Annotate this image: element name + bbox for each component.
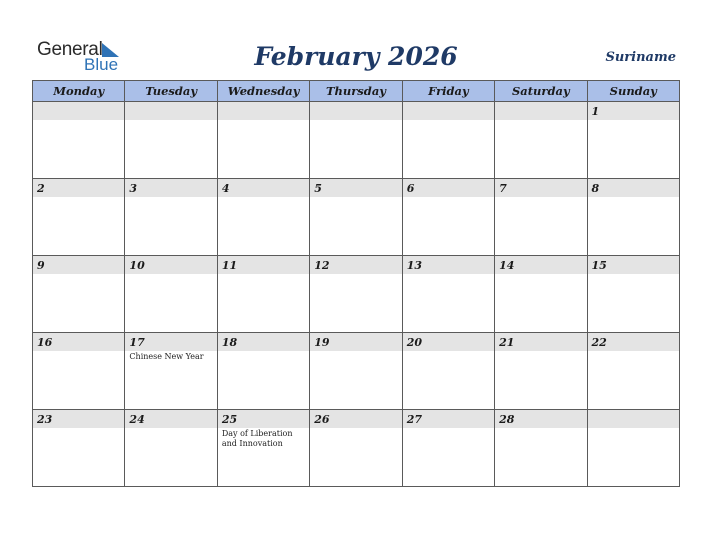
holiday-label: [495, 428, 586, 429]
day-cell: [495, 333, 587, 410]
day-number: 25: [218, 410, 309, 428]
holiday-label: Chinese New Year: [129, 352, 204, 361]
day-number: 1: [588, 102, 679, 120]
weekday-header: Monday: [33, 81, 125, 102]
day-cell: [402, 256, 494, 333]
weekday-header-row: [33, 81, 680, 102]
day-cell: [125, 102, 217, 179]
holiday-label: [588, 351, 679, 352]
day-number: [588, 410, 679, 428]
day-number: 19: [310, 333, 401, 351]
holiday-label: [33, 274, 124, 275]
day-cell: [217, 179, 309, 256]
holiday-label: [33, 120, 124, 121]
logo-blue-text: Blue: [84, 55, 119, 74]
holiday-label: Day of Liberation and Innovation: [221, 429, 293, 448]
day-number: [218, 102, 309, 120]
day-cell: [587, 179, 679, 256]
holiday-label: [125, 274, 216, 275]
day-cell: [587, 256, 679, 333]
day-cell: [587, 333, 679, 410]
day-cell: [217, 333, 309, 410]
day-number: 26: [310, 410, 401, 428]
day-cell: [310, 410, 402, 487]
day-number: 27: [403, 410, 494, 428]
day-number: 7: [495, 179, 586, 197]
weekday-header: Tuesday: [125, 81, 217, 102]
weekday-header: Saturday: [495, 81, 587, 102]
holiday-label: [495, 351, 586, 352]
day-cell: [125, 256, 217, 333]
weekday-header: Thursday: [310, 81, 402, 102]
holiday-label: [125, 197, 216, 198]
holiday-label: [218, 274, 309, 275]
day-cell: [495, 410, 587, 487]
holiday-label: [495, 274, 586, 275]
day-number: 8: [588, 179, 679, 197]
day-cell: [402, 410, 494, 487]
day-number: [125, 102, 216, 120]
day-number: [310, 102, 401, 120]
day-number: 23: [33, 410, 124, 428]
weekday-header: Sunday: [587, 81, 679, 102]
holiday-label: [310, 274, 401, 275]
day-number: 18: [218, 333, 309, 351]
day-number: 2: [33, 179, 124, 197]
holiday-label: [33, 197, 124, 198]
day-number: 13: [403, 256, 494, 274]
week-row: [33, 410, 680, 487]
holiday-label: [125, 428, 216, 429]
week-row: [33, 102, 680, 179]
day-cell: [217, 256, 309, 333]
day-cell: [310, 179, 402, 256]
day-cell: [33, 102, 125, 179]
day-cell: [310, 333, 402, 410]
holiday-label: [495, 197, 586, 198]
week-row: [33, 333, 680, 410]
day-number: 10: [125, 256, 216, 274]
day-cell: [310, 256, 402, 333]
day-number: 11: [218, 256, 309, 274]
day-cell: [495, 179, 587, 256]
holiday-label: [403, 428, 494, 429]
day-number: [403, 102, 494, 120]
holiday-label: [218, 197, 309, 198]
day-number: 6: [403, 179, 494, 197]
logo-general-text: General: [37, 39, 103, 60]
day-number: 4: [218, 179, 309, 197]
holiday-label: [403, 197, 494, 198]
day-cell: [33, 256, 125, 333]
holiday-label: [403, 274, 494, 275]
day-cell: [495, 256, 587, 333]
holiday-label: [218, 351, 309, 352]
holiday-label: [310, 351, 401, 352]
calendar-grid: [32, 80, 680, 487]
day-cell: [217, 410, 309, 487]
day-cell: [217, 102, 309, 179]
day-number: 15: [588, 256, 679, 274]
country-label: Suriname: [605, 50, 676, 65]
holiday-label: [403, 120, 494, 121]
holiday-label: [310, 197, 401, 198]
day-cell: [125, 333, 217, 410]
day-number: 16: [33, 333, 124, 351]
week-row: [33, 179, 680, 256]
holiday-label: [33, 351, 124, 352]
day-cell: [587, 410, 679, 487]
day-cell: [33, 410, 125, 487]
day-cell: [587, 102, 679, 179]
day-cell: [125, 179, 217, 256]
day-cell: [402, 333, 494, 410]
day-number: 17: [125, 333, 216, 351]
week-row: [33, 256, 680, 333]
holiday-label: [310, 120, 401, 121]
holiday-label: [218, 120, 309, 121]
holiday-label: [310, 428, 401, 429]
day-cell: [310, 102, 402, 179]
weekday-header: Friday: [402, 81, 494, 102]
holiday-label: [125, 120, 216, 121]
day-number: 14: [495, 256, 586, 274]
holiday-label: [495, 120, 586, 121]
day-number: 28: [495, 410, 586, 428]
holiday-label: [588, 120, 679, 121]
day-cell: [33, 179, 125, 256]
day-number: 24: [125, 410, 216, 428]
day-number: 9: [33, 256, 124, 274]
day-number: [495, 102, 586, 120]
day-cell: [125, 410, 217, 487]
day-number: 12: [310, 256, 401, 274]
holiday-label: [588, 274, 679, 275]
day-cell: [495, 102, 587, 179]
holiday-label: [588, 428, 679, 429]
day-number: 3: [125, 179, 216, 197]
holiday-label: [588, 197, 679, 198]
day-number: 5: [310, 179, 401, 197]
day-number: [33, 102, 124, 120]
holiday-label: [33, 428, 124, 429]
day-number: 20: [403, 333, 494, 351]
calendar-title: February 2026: [254, 42, 458, 71]
day-number: 21: [495, 333, 586, 351]
day-cell: [402, 102, 494, 179]
day-cell: [33, 333, 125, 410]
day-number: 22: [588, 333, 679, 351]
day-cell: [402, 179, 494, 256]
weekday-header: Wednesday: [217, 81, 309, 102]
holiday-label: [403, 351, 494, 352]
